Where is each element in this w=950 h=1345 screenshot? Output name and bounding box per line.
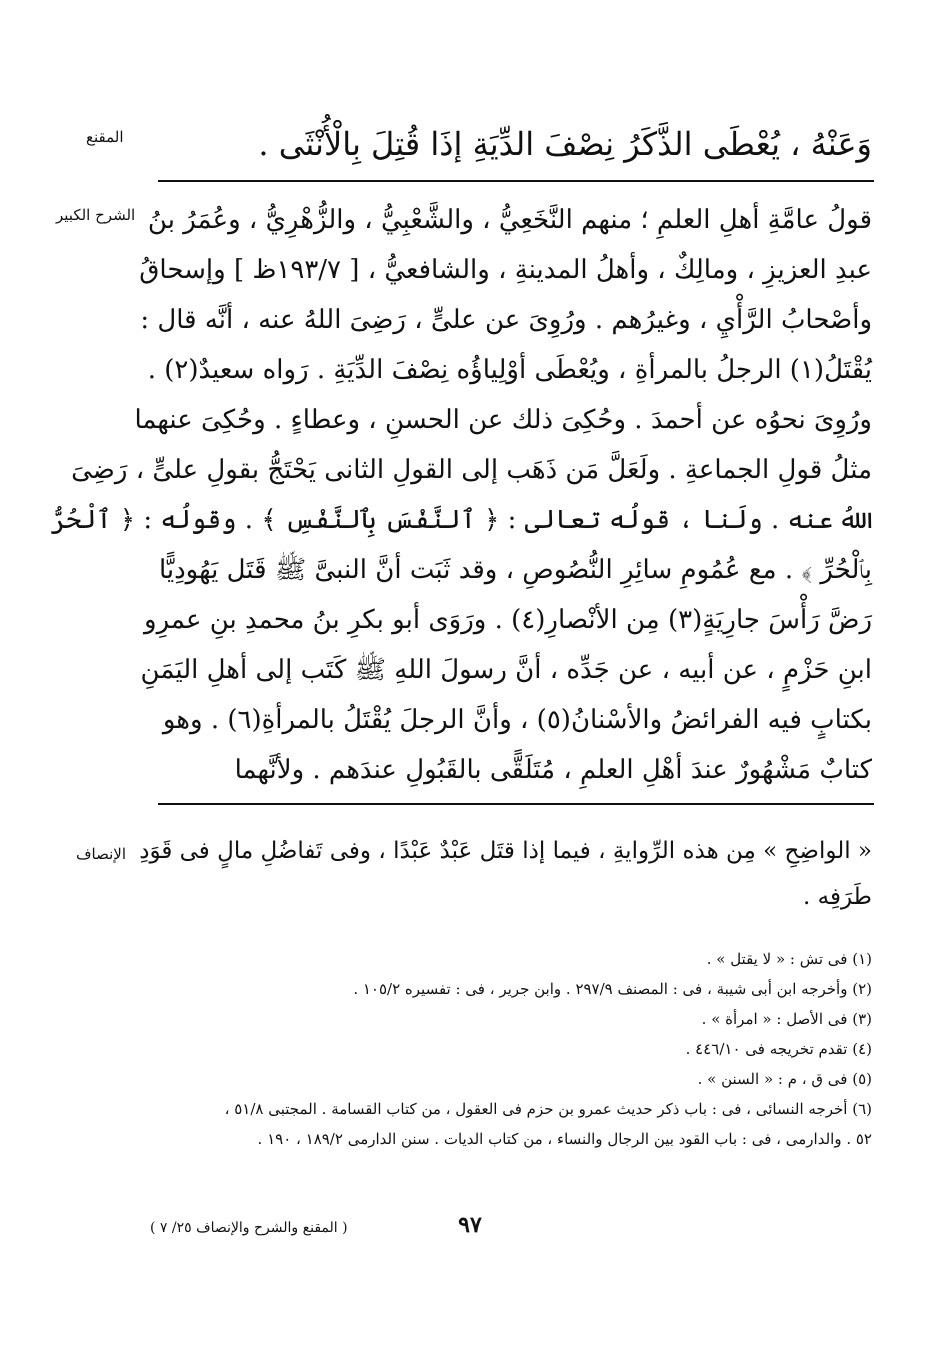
section-divider [158, 180, 874, 182]
sharh-line: بكتابٍ فيه الفرائضُ والأسْنانُ(٥) ، وأنَّ الرجلَ يُقْتَلُ بالمرأةِ(٦) . وهو [162, 705, 872, 735]
footnote: (٤) تقدم تخريجه فى ٤٤٦/١٠ . [685, 1040, 872, 1058]
sharh-line: بِٱلْحُرِّ ﴾ . مع عُمُومِ سائِرِ النُّصُوصِ ، وقد ثَبَت أنَّ النبىَّ ﷺ قَتَل يَهُودِيًّا [158, 555, 872, 585]
sharh-line: اللهُ عنه . ولَنا ، قولُه تعالى : ﴿ ٱلنَّفْسَ بِٱلنَّفْسِ ﴾ . وقولُه : ﴿ ٱلْحُرُّ [50, 505, 872, 535]
sharh-line: قولُ عامَّةِ أهلِ العلمِ ؛ منهم النَّخَعِيُّ ، والشَّعْبِيُّ ، والزُّهْرِيُّ ، وعُمَرُ بنُ [147, 205, 872, 235]
footnote: (٥) فى ق ، م : « السنن » . [697, 1070, 872, 1088]
sharh-line: عبدِ العزيزِ ، ومالِكٌ ، وأهلُ المدينةِ ، والشافعيُّ ، [ ١٩٣/٧ظ ] وإسحاقُ [139, 255, 872, 285]
sharh-line: ورُوِىَ نحوُه عن أحمدَ . وحُكِىَ ذلك عن الحسنِ ، وعطاءٍ . وحُكِىَ عنهما [134, 405, 872, 435]
footnote: (١) فى تش : « لا يقتل » . [706, 950, 872, 968]
footnote: (٢) وأخرجه ابن أبى شيبة ، فى : المصنف ٢٩٧/٩ . وابن جرير ، فى : تفسيره ١٠٥/٢ . [353, 980, 872, 998]
side-label-muqni: المقنع [86, 128, 124, 146]
muqni-text: وَعَنْهُ ، يُعْطَى الذَّكَرُ نِصْفَ الدِّيَةِ إذَا قُتِلَ بِالْأُنْثَى . [258, 125, 872, 163]
side-label-sharh: الشرح الكبير [56, 206, 136, 224]
sharh-line: كتابٌ مَشْهُورٌ عندَ أهْلِ العلمِ ، مُتَلَقًّى بالقَبُولِ عندَهم . ولأنَّهما [234, 755, 872, 785]
footnotes [160, 944, 872, 1154]
sharh-line: وأصْحابُ الرَّأْيِ ، وغيرُهم . ورُوِىَ عن علىٍّ ، رَضِىَ اللهُ عنه ، أنَّه قال : [140, 305, 872, 335]
sharh-line: يُقْتَلُ(١) الرجلُ بالمرأةِ ، ويُعْطَى أوْلِياؤُه نِصْفَ الدِّيَةِ . رَواه سعيدٌ(٢) . [147, 355, 872, 385]
page-number: ٩٧ [458, 1212, 482, 1238]
footnote: (٦) أخرجه النسائى ، فى : باب ذكر حديث عمرو بن حزم فى العقول ، من كتاب القسامة . المجتبى ٥١/٨ ، [224, 1100, 872, 1118]
footnote: (٣) فى الأصل : « امرأة » . [701, 1010, 872, 1028]
side-label-insaf: الإنصاف [76, 845, 127, 863]
insaf-line: طَرَفِه . [803, 884, 872, 910]
volume-reference: ( المقنع والشرح والإنصاف ٢٥/ ٧ ) [150, 1220, 348, 1236]
sharh-line: رَضَّ رَأْسَ جارِيَةٍ(٣) مِن الأنْصارِ(٤) . ورَوَى أبو بكرِ بنُ محمدِ بنِ عمرِو [144, 605, 872, 635]
insaf-text [139, 828, 872, 920]
page-footer [150, 1212, 872, 1246]
footnote: ٥٢ . والدارمى ، فى : باب القود بين الرجال والنساء ، من كتاب الديات . سنن الدارمى ١٨٩/٢ ، ١٩٠ . [257, 1130, 872, 1148]
insaf-line: « الواضِحِ » مِن هذه الرِّوايةِ ، فيما إذا قتَل عَبْدٌ عَبْدًا ، وفى تَفاضُلِ مالٍ فى قَوَدِ [139, 838, 872, 864]
sharh-line: مثلُ قولِ الجماعةِ . ولَعَلَّ مَن ذَهَب إلى القولِ الثانى يَحْتَجُّ بقولِ علىٍّ ، رَضِىَ [71, 455, 872, 485]
section-divider [158, 803, 874, 805]
sharh-line: ابنِ حَزْمٍ ، عن أبيه ، عن جَدِّه ، أنَّ رسولَ اللهِ ﷺ كَتَب إلى أهلِ اليَمَنِ [140, 655, 872, 685]
